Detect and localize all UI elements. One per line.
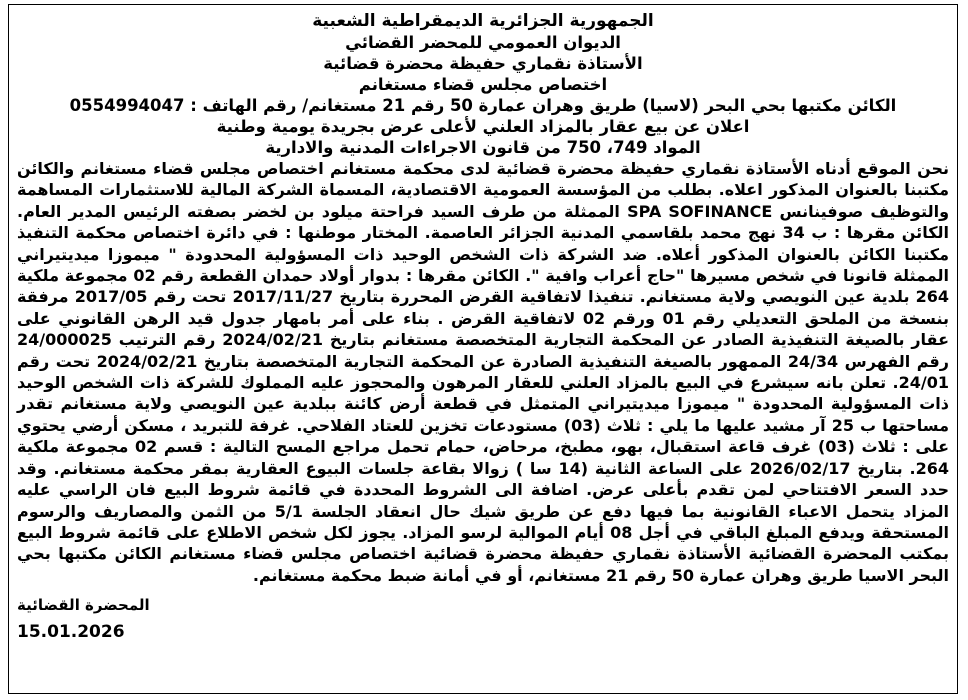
legal-articles: المواد 749، 750 من قانون الاجراءات المدنية والادارية bbox=[265, 138, 701, 157]
notice-title: اعلان عن بيع عقار بالمزاد العلني لأعلى عرض بجريدة يومية وطنية bbox=[216, 117, 750, 136]
signature: المحضرة القضائية bbox=[17, 596, 150, 615]
republic-title: الجمهورية الجزائرية الديمقراطية الشعبية bbox=[312, 11, 654, 31]
notice-date: 15.01.2026 bbox=[17, 622, 125, 643]
jurisdiction: اختصاص مجلس قضاء مستغانم bbox=[358, 75, 608, 94]
office-address: الكائن مكتبها بحي البحر (لاسيا) طريق وهران عمارة 50 رقم 21 مستغانم/ رقم الهاتف : 0554994047 bbox=[69, 96, 897, 115]
legal-notice bbox=[8, 4, 958, 694]
notice-body: نحن الموقع أدناه الأستاذة نقماري حفيظة محضرة قضائية لدى محكمة مستغانم اختصاص مجلس قضاء مستغانم والكائن مكتبنا بالعنوان المذكور اعلاه. بطلب من المؤسسة العمومية الاقتصادية، المسماة الشركة المالية للاستثمارات المساهمة والتوظيف صوفينانس SPA SOFINANCE الممثلة من طرف السيد فراحتة ميلود بن لخضر بصفته الرئيس المدير العام. الكائن مقرها : ب 34 نهج محمد بلقاسمي المدنية الجزائر العاصمة. المختار موطنها : في دائرة اختصاص محكمة التنفيذ مكتبنا الكائن بالعنوان المذكور أعلاه. ضد الشركة ذات الشخص الوحيد ذات المسؤولية المحدودة " ميموزا ميديتيراني الممثلة قانونا في شخص مسيرها "حاج أعراب وافية ". الكائن مقرها : بدوار أولاد حمدان القطعة رقم 02 مجموعة ملكية 264 بلدية عين النويصي ولاية مستغانم. تنفيذا لاتفاقية القرض المحررة بتاريخ 2017/11/27 تحت رقم 2017/05 مرفقة بنسخة من الملحق التعديلي رقم 01 ورقم 02 لاتفاقية القرض . بناء على أمر بامهار جدول قيد الرهن القانوني على عقار بالصيغة التنفيذية الصادر عن المحكمة التجارية المتخصصة مستغانم بتاريخ 2024/02/21 رقم الترتيب 24/000025 رقم الفهرس 24/34 الممهور بالصيغة التنفيذية الصادرة عن المحكمة التجارية المتخصصة بتاريخ 2024/02/21 تحت رقم 24/01. تعلن بانه سيشرع في البيع بالمزاد العلني للعقار المرهون والمحجوز عليه المملوك للشركة ذات الشخص الوحيد ذات المسؤولية المحدودة " ميموزا ميديتيراني المتمثل في قطعة أرض كائنة ببلدية عين النويصي ولاية مستغانم تقدر مساحتها ب 25 آر مشيد عليها ما يلي : ثلاث (03) مستودعات تخزين للعتاد الفلاحي. غرفة للتبريد ، مسكن أرضي يحتوي على : ثلاث (03) غرف قاعة استقبال، بهو، مطبخ، مرحاض، حمام تحمل مراجع المسح التالية : قسم 02 مجموعة ملكية 264. بتاريخ 2026/02/17 على الساعة الثانية (14 سا ) زوالا بقاعة جلسات البيوع العقارية بمقر محكمة مستغانم. وقد حدد السعر الافتتاحي لمن تقدم بأعلى عرض. اضافة الى الشروط المحددة في قائمة شروط البيع فان الراسي عليه المزاد يتحمل الاعباء القانونية بما فيها دفع عن طريق شيك حال انعقاد الجلسة 5/1 من الثمن والمصاريف والرسوم المستحقة ويدفع المبلغ الباقي في أجل 08 أيام الموالية لرسو المزاد. يجوز لكل شخص الاطلاع على قائمة شروط البيع بمكتب المحضرة القضائية الأستاذة نقماري حفيظة محضرة قضائية اختصاص مجلس قضاء مستغانم الكائن مكتبها بحي البحر الاسيا طريق وهران عمارة 50 رقم 21 مستغانم، أو في أمانة ضبط محكمة مستغانم. bbox=[17, 159, 950, 585]
bailiff-name: الأستاذة نقماري حفيظة محضرة قضائية bbox=[323, 54, 643, 73]
office-title: الديوان العمومي للمحضر القضائي bbox=[345, 33, 621, 52]
